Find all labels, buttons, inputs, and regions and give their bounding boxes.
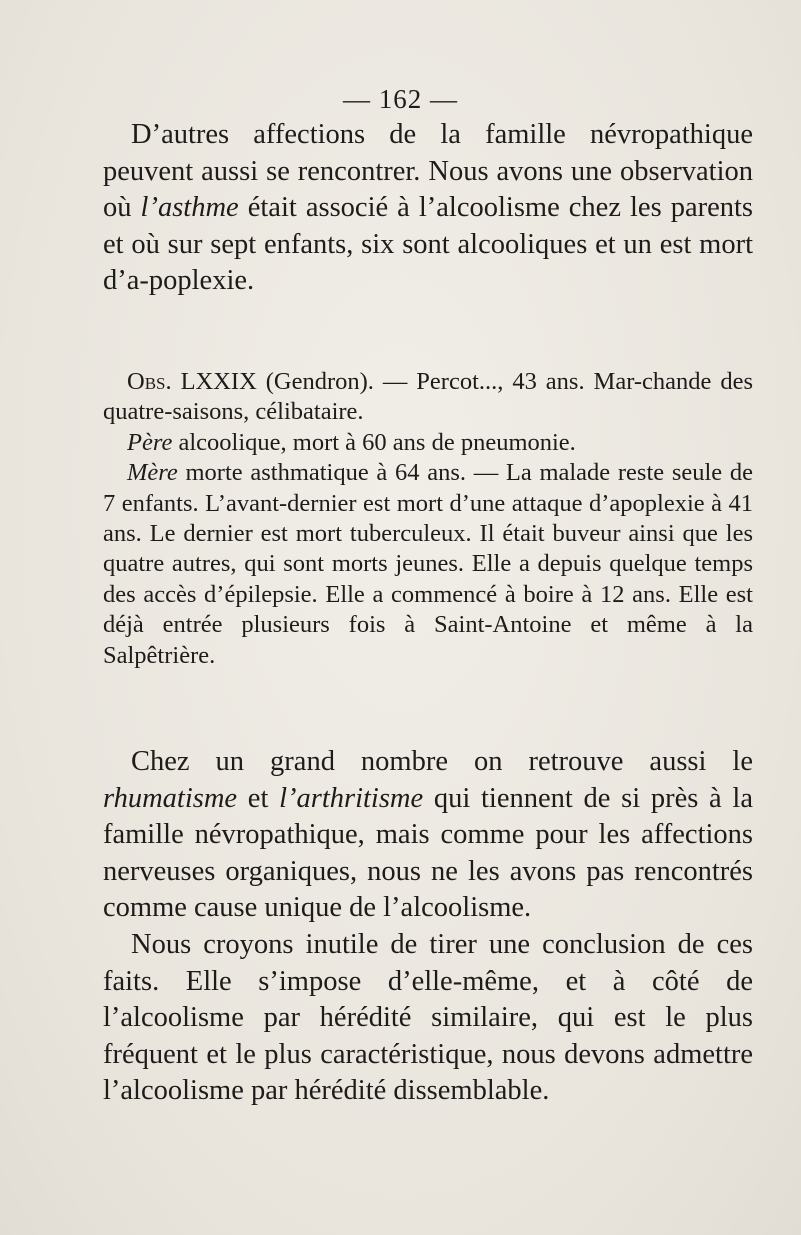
arthritisme-term: l’arthritisme: [279, 782, 424, 814]
rhumatisme-term: rhumatisme: [103, 782, 238, 814]
pere-label: Père: [127, 428, 173, 456]
asthme-term: l’asthme: [140, 192, 239, 224]
paragraph-rhumatisme-c: qui tiennent de si près à la famille névropathique, mais comme pour les affections nerveuses organiques, nous ne les avons pas rencontrés comme cause unique de l’alcoolisme.: [103, 782, 753, 924]
mere-label: Mère: [127, 459, 178, 487]
observation-block: [103, 367, 753, 671]
pere-text: alcoolique, mort à 60 ans de pneumonie.: [172, 428, 576, 456]
mere-text: morte asthmatique à 64 ans. — La malade reste seule de 7 enfants. L’avant-dernier est mort d’une attaque d’apoplexie à 41 ans. Le dernier est mort tuberculeux. Il était buveur ainsi que les quatre autres, qui sont morts jeunes. Elle a depuis quelque temps des accès d’épilepsie. Elle a commencé à boire à 12 ans. Elle est déjà entrée plusieurs fois à Saint-Antoine et même à la Salpêtrière.: [103, 459, 753, 669]
paragraph-rhumatisme-a: Chez un grand nombre on retrouve aussi le: [131, 746, 753, 777]
paragraph-asthme-end: était associé à l’alcoolisme chez les parents et où sur sept enfants, six sont alcooliques et un est mort d’a-poplexie.: [103, 192, 753, 297]
page-number: — 162 —: [343, 84, 458, 114]
paragraph-rhumatisme-b: et: [237, 782, 280, 814]
obs-intro: LXXIX (Gendron). — Percot..., 43 ans. Mar-chande des quatre-saisons, célibataire.: [103, 368, 753, 426]
obs-label: Obs.: [127, 368, 172, 395]
closing-paragraphs: [103, 744, 753, 1110]
paragraph-conclusion: Nous croyons inutile de tirer une conclusion de ces faits. Elle s’impose d’elle-même, et à côté de l’alcoolisme par hérédité similaire, qui est le plus fréquent et le plus caractéristique, nous devons admettre l’alcoolisme par hérédité dissemblable.: [103, 928, 753, 1107]
paragraph-asthme: [103, 117, 753, 300]
paragraph-asthme-text: D’autres affections de la famille névropathique peuvent aussi se rencontrer. Nous avons une observation où: [103, 119, 753, 224]
